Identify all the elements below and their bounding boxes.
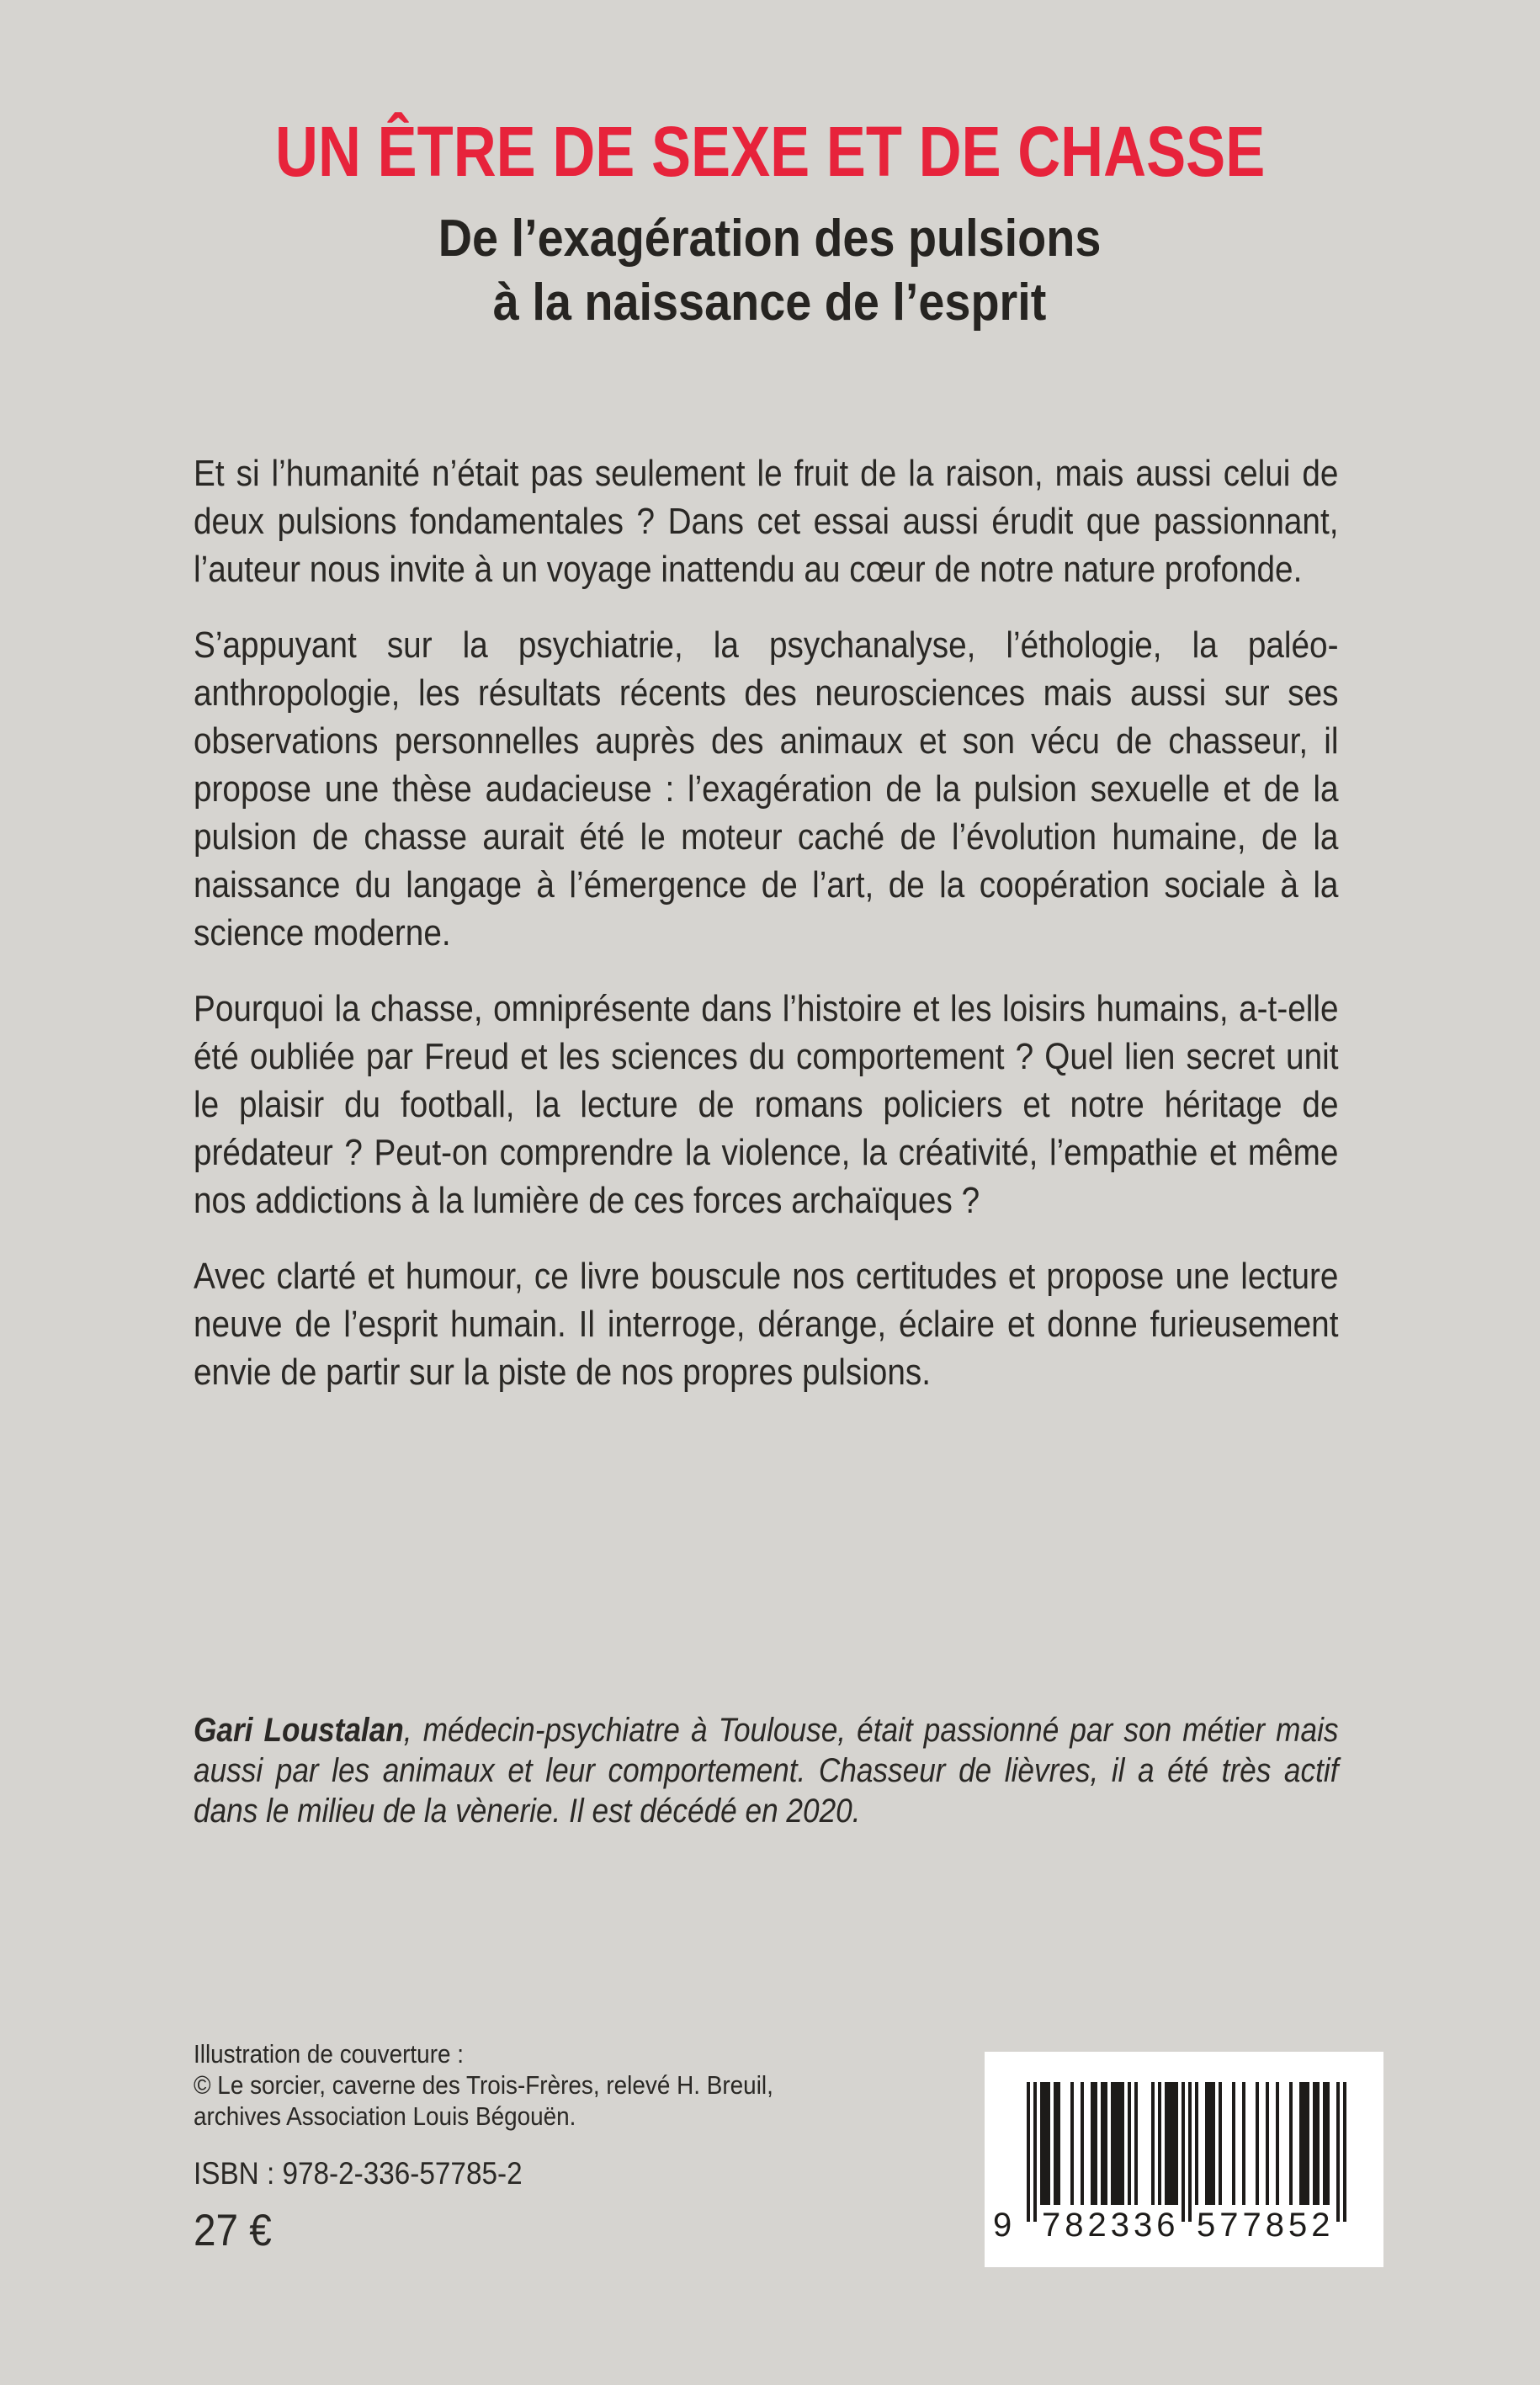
synopsis-paragraph-3: Pourquoi la chasse, omniprésente dans l’histoire et les loisirs humains, a-t-elle été oubliée par Freud et les sciences du comportement ? Quel lien secret unit le plaisir du football, la lecture de romans policiers et notre héritage de prédateur ? Peut-on comprendre la violence, la créativité, l’empathie et même nos addictions à la lumière de ces forces archaïques ? (194, 988, 1339, 1221)
price-text: 27 € (194, 2206, 272, 2255)
barcode-digit-lead: 9 (993, 2207, 1017, 2244)
barcode (985, 2052, 1383, 2267)
isbn-text: ISBN : 978-2-336-57785-2 (194, 2156, 523, 2191)
author-bio-text: , médecin-psychiatre à Toulouse, était passionné par son métier mais aussi par les animaux et leur comportement. Chasseur de lièvres, il a été très actif dans le milieu de la vènerie. Il est décédé en 2020. (194, 1712, 1339, 1830)
subtitle-line-1: De l’exagération des pulsions (438, 210, 1102, 268)
cover-credit-line-2: © Le sorcier, caverne des Trois-Frères, relevé H. Breuil, (194, 2070, 773, 2100)
barcode-digits (985, 2207, 1383, 2257)
cover-credit-line-1: Illustration de couverture : (194, 2039, 465, 2069)
author-bio (194, 1710, 1338, 1831)
cover-credit-line-3: archives Association Louis Bégouën. (194, 2101, 576, 2131)
book-title: UN ÊTRE DE SEXE ET DE CHASSE (274, 112, 1266, 191)
synopsis-paragraph-1: Et si l’humanité n’était pas seulement le fruit de la raison, mais aussi celui de deux pulsions fondamentales ? Dans cet essai aussi érudit que passionnant, l’auteur nous invite à un voyage inattendu au cœur de notre nature profonde. (194, 453, 1339, 590)
synopsis-paragraph-4: Avec clarté et humour, ce livre bouscule nos certitudes et propose une lecture neuve de l’esprit humain. Il interroge, dérange, éclaire et donne furieusement envie de partir sur la piste de nos propres pulsions. (194, 1256, 1339, 1393)
imprint-block (194, 2038, 1012, 2256)
barcode-digit-group-1: 782336 (1042, 2207, 1180, 2244)
author-name: Gari Loustalan (194, 1712, 404, 1749)
synopsis-paragraph-2: S’appuyant sur la psychiatrie, la psychanalyse, l’éthologie, la paléo-anthropologie, les résultats récents des neurosciences mais aussi sur ses observations personnelles auprès des animaux et son vécu de chasseur, il propose une thèse audacieuse : l’exagération de la pulsion sexuelle et de la pulsion de chasse aurait été le moteur caché de l’évolution humaine, de la naissance du langage à l’émergence de l’art, de la coopération sociale à la science moderne. (194, 624, 1339, 953)
synopsis (194, 449, 1338, 1424)
subtitle-line-2: à la naissance de l’esprit (493, 274, 1047, 332)
barcode-bars (1027, 2082, 1346, 2223)
subtitle-block (0, 207, 1540, 335)
book-subtitle (438, 207, 1102, 335)
barcode-digit-group-2: 577852 (1197, 2207, 1335, 2244)
title-block (0, 112, 1540, 191)
